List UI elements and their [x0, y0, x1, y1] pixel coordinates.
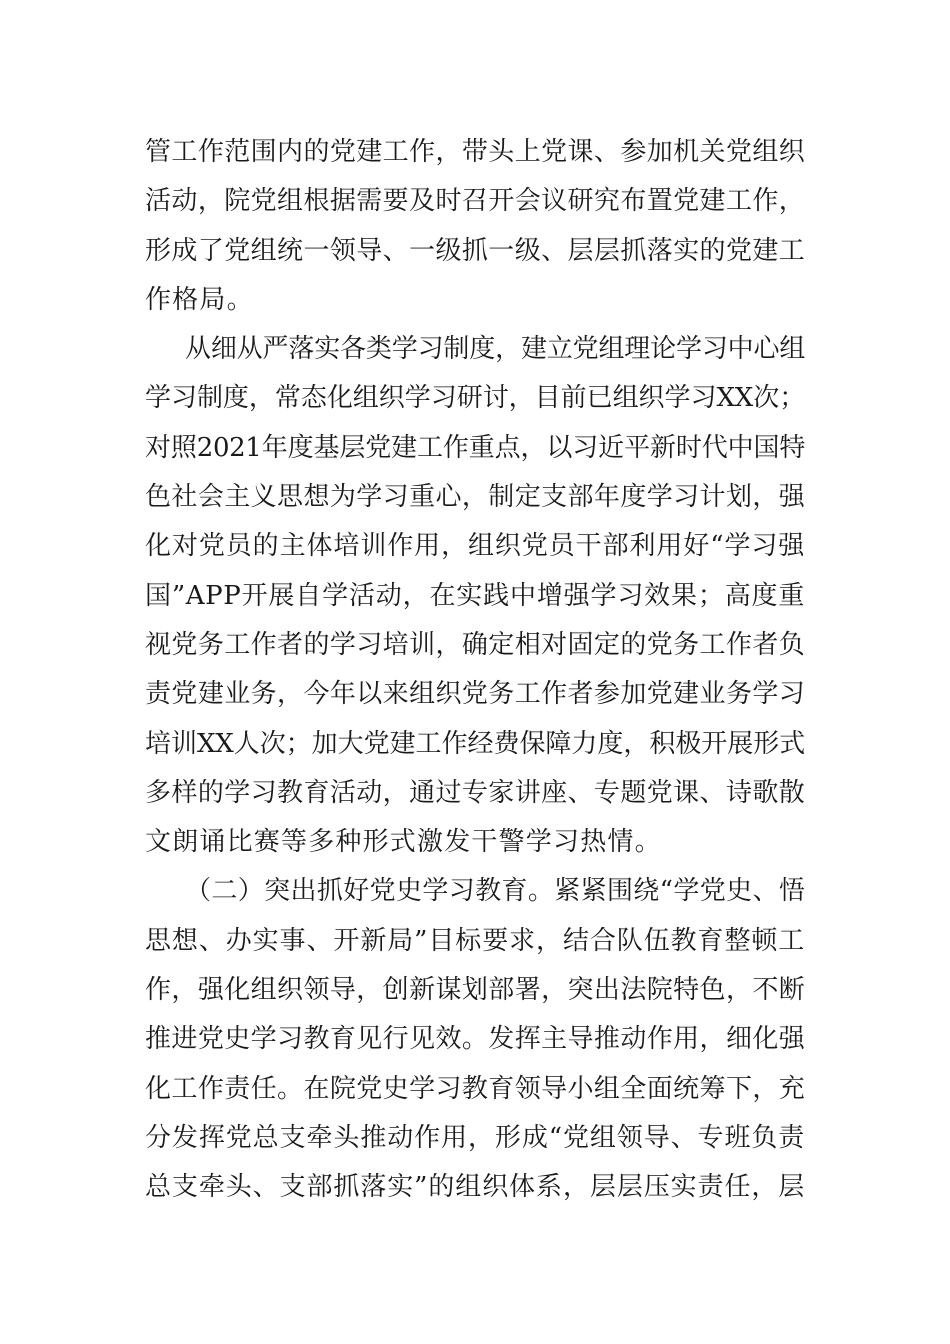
text-line: 作，强化组织领导，创新谋划部署，突出法院特色，不断 [145, 975, 805, 1006]
text-line: 化工作责任。在院党史学习教育领导小组全面统筹下，充 [145, 1073, 805, 1104]
text-line: 推进党史学习教育见行见效。发挥主导推动作用，细化强 [145, 1024, 805, 1055]
text-line: 学习制度，常态化组织学习研讨，目前已组织学习XX次； [145, 383, 805, 414]
text-line: 多样的学习教育活动，通过专家讲座、专题党课、诗歌散 [145, 777, 805, 808]
text-line: 分发挥党总支牵头推动作用，形成“党组领导、专班负责 [145, 1122, 805, 1153]
text-line: 文朗诵比赛等多种形式激发干警学习热情。 [145, 827, 662, 858]
paragraph-2 [145, 325, 805, 867]
text-line: 国”APP开展自学活动，在实践中增强学习效果；高度重 [145, 580, 805, 611]
text-line: 形成了党组统一领导、一级抓一级、层层抓落实的党建工 [145, 235, 805, 266]
text-line: 思想、办实事、开新局”目标要求，结合队伍教育整顿工 [145, 925, 805, 956]
text-line: 化对党员的主体培训作用，组织党员干部利用好“学习强 [145, 531, 805, 562]
text-line: 从细从严落实各类学习制度，建立党组理论学习中心组 [185, 334, 805, 365]
document-body [145, 128, 805, 1213]
text-line: 培训XX人次；加大党建工作经费保障力度，积极开展形式 [145, 728, 805, 759]
text-line: 活动，院党组根据需要及时召开会议研究布置党建工作， [145, 186, 805, 217]
paragraph-1 [145, 128, 805, 325]
text-line: 色社会主义思想为学习重心，制定支部年度学习计划，强 [145, 482, 805, 513]
text-line: 责党建业务，今年以来组织党务工作者参加党建业务学习 [145, 679, 805, 710]
text-line: 对照2021年度基层党建工作重点，以习近平新时代中国特 [145, 432, 805, 463]
text-line: 总支牵头、支部抓落实”的组织体系，层层压实责任，层 [145, 1172, 805, 1203]
text-line: 作格局。 [145, 284, 254, 315]
text-line: 管工作范围内的党建工作，带头上党课、参加机关党组织 [145, 137, 805, 167]
paragraph-3 [145, 867, 805, 1212]
text-line: 视党务工作者的学习培训，确定相对固定的党务工作者负 [145, 629, 805, 660]
text-line: （二）突出抓好党史学习教育。紧紧围绕“学党史、悟 [185, 876, 805, 907]
